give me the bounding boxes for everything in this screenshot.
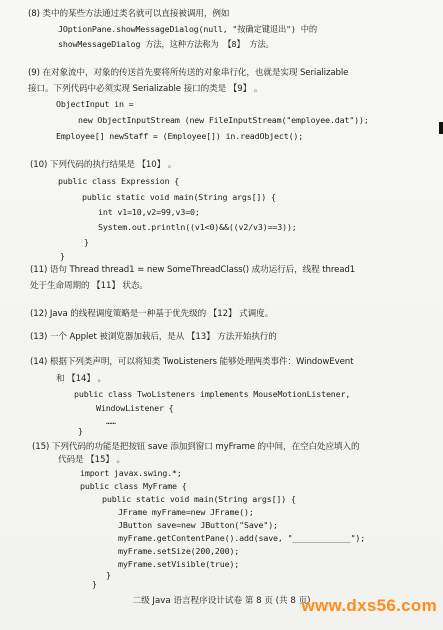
q13-line-1: (13) 一个 Applet 被浏览器加载后，是从 【13】 方法开始执行的: [30, 332, 277, 342]
q15-line-7: JButton save=new JButton("Save");: [118, 520, 278, 530]
q10-line-1: (10) 下列代码的执行结果是 【10】 。: [30, 160, 177, 170]
q15-line-12: }: [92, 579, 97, 589]
q11-line-2: 处于生命周期的 【11】 状态。: [30, 281, 148, 291]
q9-line-3: ObjectInput in =: [56, 99, 134, 109]
q9-line-1: (9) 在对象流中，对象的传送首先要将所传送的对象串行化，也就是实现 Serializable: [28, 68, 349, 78]
q15-line-10: myFrame.setVisible(true);: [118, 559, 240, 569]
q10-line-6: }: [84, 237, 89, 247]
q15-line-8: myFrame.getContentPane().add(save, "____________");: [118, 533, 366, 543]
q14-line-4: WindowListener {: [96, 403, 174, 413]
q10-line-2: public class Expression {: [58, 176, 180, 186]
q15-line-6: JFrame myFrame=new JFrame();: [118, 507, 254, 517]
q14-line-5: ……: [106, 416, 116, 426]
q15-line-2: 代码是 【15】 。: [58, 455, 125, 465]
q15-line-9: myFrame.setSize(200,200);: [118, 546, 240, 556]
q10-line-5: System.out.println((v1<0)&&((v2/v3)==3));: [98, 222, 297, 232]
q10-line-4: int v1=10,v2=99,v3=0;: [98, 207, 200, 217]
page-edge-mark: [439, 122, 443, 134]
q14-line-2: 和 【14】 。: [56, 374, 106, 384]
q8-line-2: JOptionPane.showMessageDialog(null, "按确定键退出") 中的: [58, 24, 317, 34]
q10-line-3: public static void main(String args[]) {: [82, 192, 276, 202]
q9-line-5: Employee[] newStaff = (Employee[]) in.readObject();: [56, 131, 304, 141]
q10-line-7: }: [60, 251, 65, 261]
page-footer: 二级 Java 语言程序设计试卷 第 8 页 (共 8 页): [132, 596, 311, 606]
q8-line-1: (8) 类中的某些方法通过类名就可以直接被调用，例如: [28, 9, 230, 19]
q15-line-4: public class MyFrame {: [80, 481, 187, 491]
q15-line-11: }: [106, 570, 111, 580]
q15-line-3: import javax.swing.*;: [80, 468, 182, 478]
q15-line-1: (15) 下列代码的功能是把按钮 save 添加到窗口 myFrame 的中间，在空白处应填入的: [32, 442, 360, 452]
q14-line-1: (14) 根据下列类声明，可以将知类 TwoListeners 能够处理两类事件：WindowEvent: [30, 357, 354, 367]
q12-line-1: (12) Java 的线程调度策略是一种基于优先级的 【12】 式调度。: [30, 309, 274, 319]
q9-line-4: new ObjectInputStream (new FileInputStream("employee.dat"));: [78, 115, 369, 125]
q9-line-2: 接口。下列代码中必须实现 Serializable 接口的类是 【9】 。: [28, 84, 263, 94]
watermark-text: www.dxs56.com: [301, 596, 437, 615]
q14-line-6: }: [78, 426, 83, 436]
q8-line-3: showMessageDialog 方法，这种方法称为 【8】 方法。: [58, 39, 274, 49]
q15-line-5: public static void main(String args[]) {: [102, 494, 296, 504]
q14-line-3: public class TwoListeners implements MouseMotionListener,: [74, 389, 351, 399]
q11-line-1: (11) 语句 Thread thread1 = new SomeThreadClass() 成功运行后，线程 thread1: [30, 265, 356, 275]
